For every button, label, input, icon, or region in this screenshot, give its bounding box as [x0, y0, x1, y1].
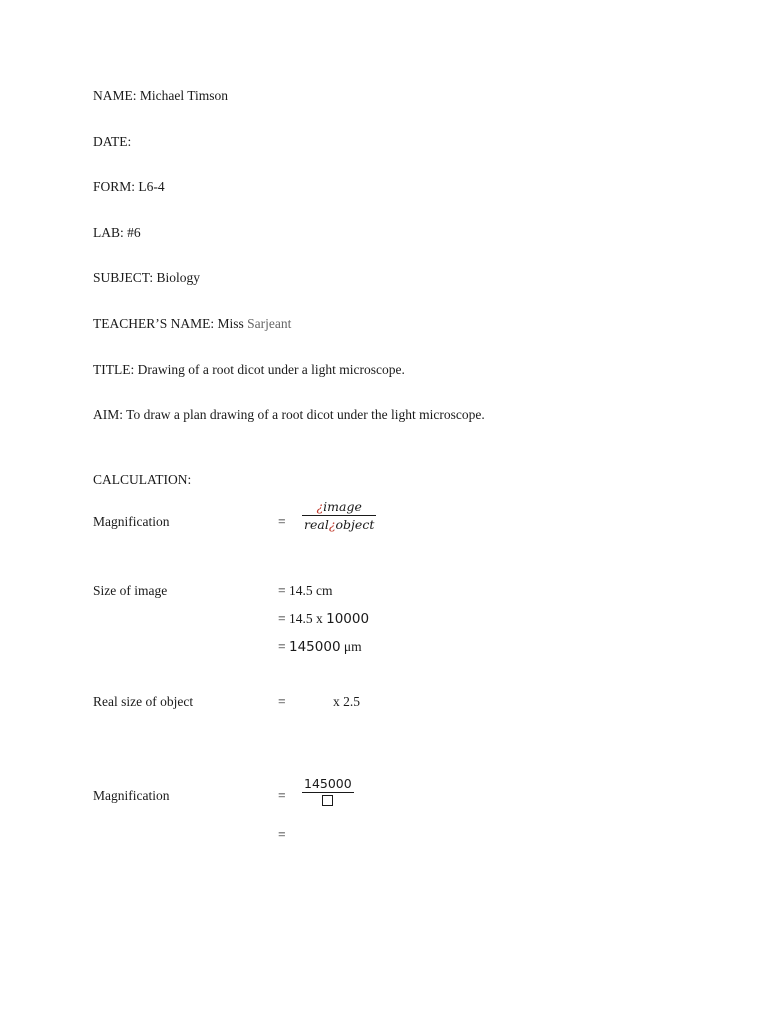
magnification-formula [302, 499, 376, 532]
form-value: L6-4 [138, 179, 165, 194]
form-line [93, 179, 165, 195]
size-line-3-value: 145000 [289, 639, 341, 655]
aim-label: AIM: [93, 407, 123, 422]
magnification-equals: = [278, 514, 286, 529]
teacher-line [93, 316, 291, 332]
real-size-value: x 2.5 [333, 694, 360, 709]
name-line [93, 88, 228, 104]
formula-numerator-text: image [323, 499, 362, 514]
lab-line [93, 225, 141, 241]
final-equals: = [278, 827, 286, 842]
aim-line [93, 407, 485, 423]
date-label: DATE: [93, 134, 132, 149]
formula-denominator-prefix: real [304, 517, 329, 532]
size-line-2-prefix: = 14.5 x [278, 611, 327, 626]
teacher-title: Miss [217, 316, 244, 331]
subject-value: Biology [156, 270, 200, 285]
magnification2-formula [302, 776, 354, 806]
real-size-label: Real size of object [93, 694, 194, 709]
size-line-3-prefix: = [278, 639, 289, 654]
magnification-label: Magnification [93, 514, 170, 529]
magnification2-label: Magnification [93, 788, 170, 803]
formula-numerator [302, 499, 376, 514]
name-value: Michael Timson [139, 88, 229, 103]
teacher-surname: Sarjeant [247, 316, 292, 331]
size-line-3-unit: μm [340, 639, 362, 654]
form-label: FORM: [93, 179, 136, 194]
size-line-2 [278, 611, 369, 627]
name-label: NAME: [93, 88, 137, 103]
teacher-label: TEACHER’S NAME: [93, 316, 215, 331]
date-line [93, 134, 131, 150]
size-line-3 [278, 639, 362, 655]
fraction-bar [302, 515, 376, 516]
subject-line [93, 270, 200, 286]
lab-value: #6 [127, 225, 141, 240]
calculation-heading [93, 472, 191, 488]
size-of-image-label: Size of image [93, 583, 168, 598]
magnification2-equals: = [278, 788, 286, 803]
size-line-2-value: 10000 [326, 611, 370, 627]
formula-numerator-mark: ¿ [316, 499, 324, 514]
real-size-equals: = [278, 694, 286, 709]
size-line-1: = 14.5 cm [278, 583, 333, 598]
empty-placeholder-box [322, 795, 333, 806]
calculation-heading-text: CALCULATION: [93, 472, 192, 487]
fraction-bar-2 [302, 792, 354, 793]
title-line [93, 362, 405, 378]
title-value: Drawing of a root dicot under a light microscope. [137, 362, 405, 377]
formula-denominator-suffix: object [335, 517, 375, 532]
magnification2-numerator: 145000 [304, 776, 352, 791]
lab-label: LAB: [93, 225, 124, 240]
formula-denominator [302, 517, 376, 532]
subject-label: SUBJECT: [93, 270, 154, 285]
formula-denominator-mark: ¿ [328, 517, 336, 532]
aim-value: To draw a plan drawing of a root dicot under the light microscope. [126, 407, 485, 422]
title-label: TITLE: [93, 362, 135, 377]
magnification2-denominator [302, 794, 354, 806]
